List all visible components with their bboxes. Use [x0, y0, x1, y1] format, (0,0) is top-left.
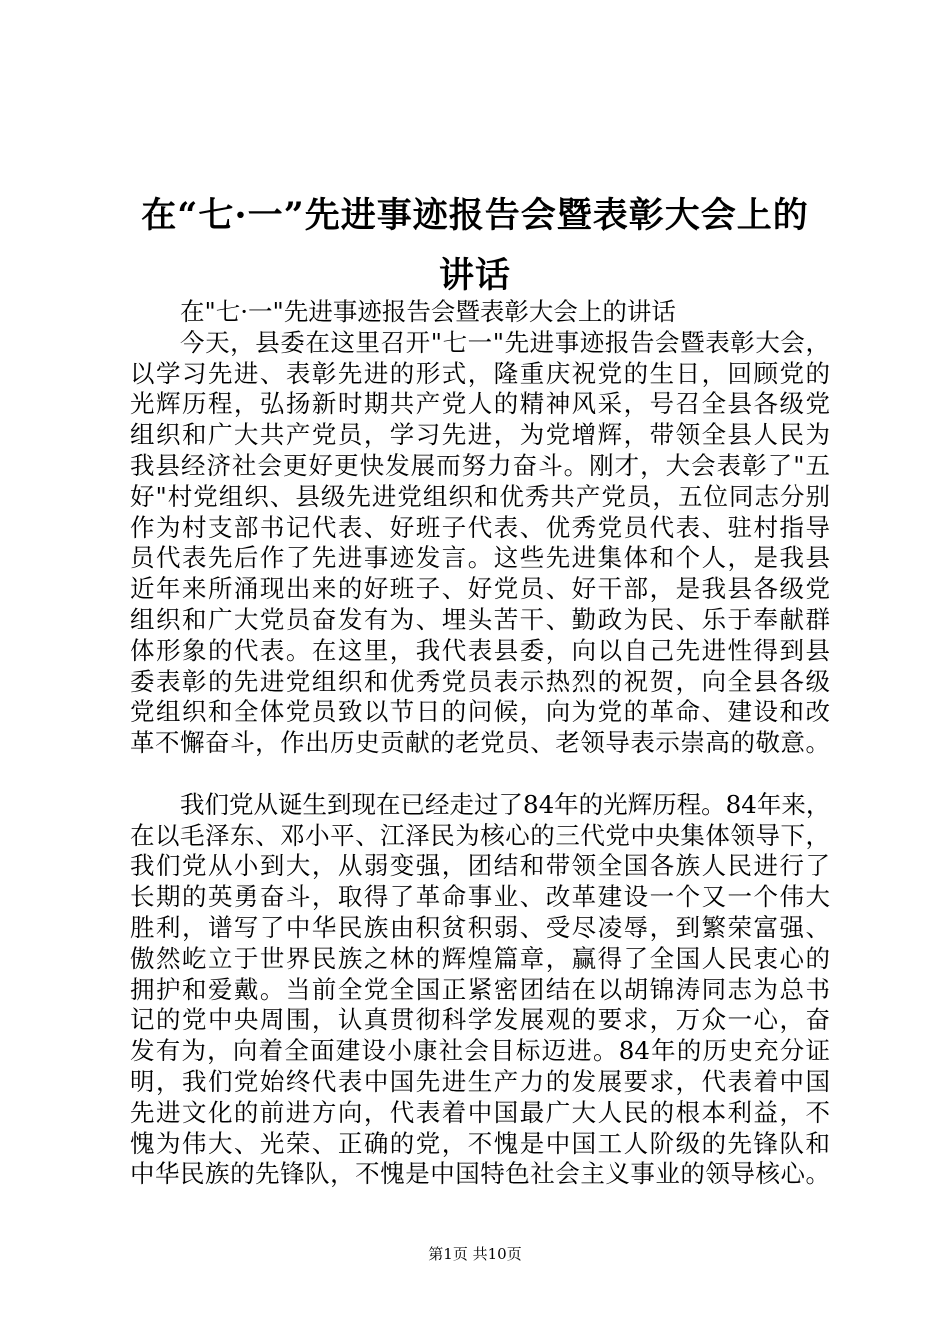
paragraph-1-line: 党组织和全体党员致以节日的问候，向为党的革命、建设和改 [130, 697, 830, 727]
paragraph-2-line: 拥护和爱戴。当前全党全国正紧密团结在以胡锦涛同志为总书 [130, 974, 830, 1004]
paragraph-2-line: 傲然屹立于世界民族之林的辉煌篇章，赢得了全国人民衷心的 [130, 943, 830, 973]
paragraph-1-line: 革不懈奋斗，作出历史贡献的老党员、老领导表示崇高的敬意。 [130, 728, 830, 758]
document-title-line-1: 在“七·一”先进事迹报告会暨表彰大会上的 [141, 195, 809, 236]
paragraph-2-line: 先进文化的前进方向，代表着中国最广大人民的根本利益，不 [130, 1097, 830, 1127]
paragraph-1-line: 员代表先后作了先进事迹发言。这些先进集体和个人，是我县 [130, 543, 830, 573]
paragraph-2-line: 发有为，向着全面建设小康社会目标迈进。84年的历史充分证 [130, 1036, 830, 1066]
subtitle-line: 在"七·一"先进事迹报告会暨表彰大会上的讲话 [180, 297, 676, 326]
paragraph-2-line: 我们党从诞生到现在已经走过了84年的光辉历程。84年来， [180, 789, 831, 819]
paragraph-2-line: 愧为伟大、光荣、正确的党，不愧是中国工人阶级的先锋队和 [130, 1128, 830, 1158]
paragraph-2-line: 明，我们党始终代表中国先进生产力的发展要求，代表着中国 [130, 1066, 830, 1096]
paragraph-1-line: 我县经济社会更好更快发展而努力奋斗。刚才，大会表彰了"五 [130, 450, 830, 480]
paragraph-1-line: 委表彰的先进党组织和优秀党员表示热烈的祝贺，向全县各级 [130, 666, 830, 696]
paragraph-2-line: 我们党从小到大，从弱变强，团结和带领全国各族人民进行了 [130, 851, 830, 881]
paragraph-2-line: 记的党中央周围，认真贯彻科学发展观的要求，万众一心，奋 [130, 1005, 830, 1035]
paragraph-1-line: 体形象的代表。在这里，我代表县委，向以自己先进性得到县 [130, 635, 830, 665]
paragraph-1-line: 以学习先进、表彰先进的形式，隆重庆祝党的生日，回顾党的 [130, 358, 830, 388]
paragraph-1-line: 作为村支部书记代表、好班子代表、优秀党员代表、驻村指导 [130, 512, 830, 542]
paragraph-1-line: 近年来所涌现出来的好班子、好党员、好干部，是我县各级党 [130, 574, 830, 604]
document-title-line-2: 讲话 [438, 255, 511, 296]
paragraph-1-line: 组织和广大共产党员，学习先进，为党增辉，带领全县人民为 [130, 420, 830, 450]
paragraph-2-line: 长期的英勇奋斗，取得了革命事业、改革建设一个又一个伟大 [130, 882, 830, 912]
paragraph-1-line: 光辉历程，弘扬新时期共产党人的精神风采，号召全县各级党 [130, 389, 830, 419]
paragraph-2-line: 胜利，谱写了中华民族由积贫积弱、受尽凌辱，到繁荣富强、 [130, 912, 830, 942]
paragraph-1-line: 组织和广大党员奋发有为、埋头苦干、勤政为民、乐于奉献群 [130, 604, 830, 634]
paragraph-spacer [130, 759, 830, 790]
paragraph-1-line: 好"村党组织、县级先进党组织和优秀共产党员，五位同志分别 [130, 481, 830, 511]
paragraph-2-line: 中华民族的先锋队，不愧是中国特色社会主义事业的领导核心。 [130, 1159, 830, 1189]
document-body [130, 297, 830, 1190]
paragraph-2-line: 在以毛泽东、邓小平、江泽民为核心的三代党中央集体领导下， [130, 820, 830, 850]
paragraph-1-line: 今天，县委在这里召开"七一"先进事迹报告会暨表彰大会， [180, 327, 830, 357]
page-footer-page-number: 第1页 共10页 [428, 1245, 522, 1263]
